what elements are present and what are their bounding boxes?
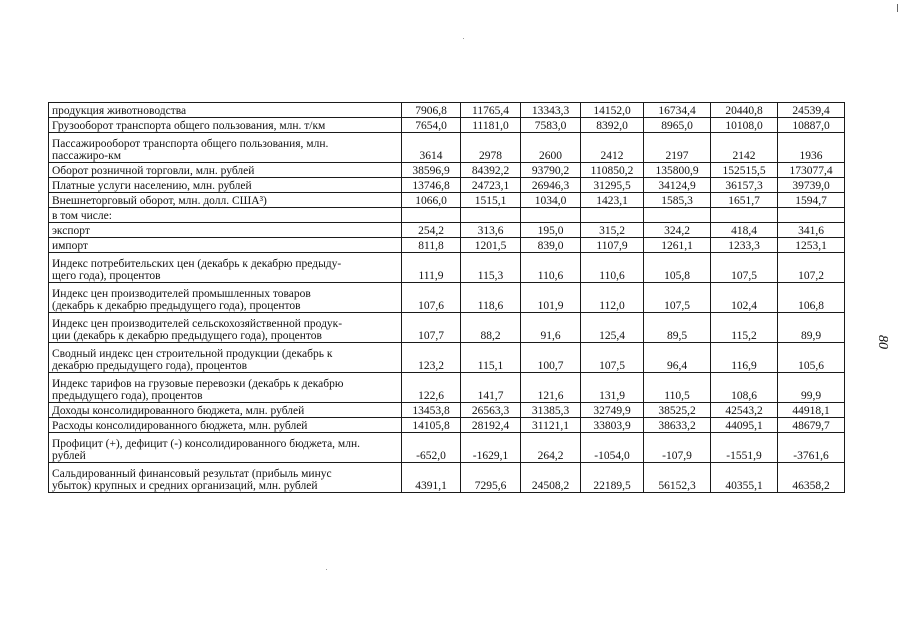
value-cell: 7906,8: [402, 103, 461, 118]
value-cell: 11765,4: [461, 103, 521, 118]
row-label-line: Индекс потребительских цен (декабрь к декабрю предыду-: [52, 258, 342, 270]
value-cell: 118,6: [461, 283, 521, 313]
table-row: [49, 208, 845, 223]
value-cell: 1066,0: [402, 193, 461, 208]
value-cell: 1233,3: [711, 238, 778, 253]
value-cell: 44918,1: [778, 403, 845, 418]
value-cell: [461, 208, 521, 223]
value-cell: 38633,2: [644, 418, 711, 433]
row-label: [49, 133, 402, 163]
row-label-line: пассажиро-км: [52, 150, 122, 162]
value-cell: 110,5: [644, 373, 711, 403]
row-label: [49, 313, 402, 343]
table-row: [49, 103, 845, 118]
value-cell: 115,2: [711, 313, 778, 343]
value-cell: 24539,4: [778, 103, 845, 118]
table-body: [49, 103, 845, 493]
value-cell: 811,8: [402, 238, 461, 253]
value-cell: 105,6: [778, 343, 845, 373]
value-cell: 131,9: [581, 373, 644, 403]
value-cell: 46358,2: [778, 463, 845, 493]
value-cell: 123,2: [402, 343, 461, 373]
value-cell: -107,9: [644, 433, 711, 463]
value-cell: 152515,5: [711, 163, 778, 178]
value-cell: 110,6: [581, 253, 644, 283]
value-cell: [778, 208, 845, 223]
value-cell: -3761,6: [778, 433, 845, 463]
value-cell: 1515,1: [461, 193, 521, 208]
value-cell: 89,9: [778, 313, 845, 343]
table-row: [49, 283, 845, 313]
table-row: [49, 178, 845, 193]
value-cell: 14152,0: [581, 103, 644, 118]
row-label: [49, 343, 402, 373]
value-cell: 26946,3: [521, 178, 581, 193]
row-label-line: ции (декабрь к декабрю предыдущего года), процентов: [52, 330, 322, 342]
row-label-line: рублей: [52, 450, 86, 462]
value-cell: 418,4: [711, 223, 778, 238]
row-label: [49, 118, 402, 133]
value-cell: 14105,8: [402, 418, 461, 433]
row-label: [49, 463, 402, 493]
value-cell: 2600: [521, 133, 581, 163]
value-cell: 96,4: [644, 343, 711, 373]
value-cell: 313,6: [461, 223, 521, 238]
value-cell: -652,0: [402, 433, 461, 463]
value-cell: 13453,8: [402, 403, 461, 418]
value-cell: 135800,9: [644, 163, 711, 178]
table-row: [49, 118, 845, 133]
row-label-line: Профицит (+), дефицит (-) консолидированного бюджета, млн.: [52, 438, 360, 450]
value-cell: -1551,9: [711, 433, 778, 463]
value-cell: 102,4: [711, 283, 778, 313]
row-label-line: Индекс тарифов на грузовые перевозки (декабрь к декабрю: [52, 378, 344, 390]
value-cell: 2978: [461, 133, 521, 163]
value-cell: 10887,0: [778, 118, 845, 133]
value-cell: 112,0: [581, 283, 644, 313]
value-cell: 88,2: [461, 313, 521, 343]
value-cell: 89,5: [644, 313, 711, 343]
value-cell: 31385,3: [521, 403, 581, 418]
row-label: [49, 238, 402, 253]
value-cell: 110850,2: [581, 163, 644, 178]
value-cell: 22189,5: [581, 463, 644, 493]
table-row: [49, 253, 845, 283]
value-cell: 107,6: [402, 283, 461, 313]
value-cell: 36157,3: [711, 178, 778, 193]
row-label: [49, 208, 402, 223]
scan-speck: [463, 38, 464, 39]
value-cell: 4391,1: [402, 463, 461, 493]
value-cell: 34124,9: [644, 178, 711, 193]
value-cell: [521, 208, 581, 223]
value-cell: 195,0: [521, 223, 581, 238]
value-cell: 115,1: [461, 343, 521, 373]
value-cell: 1253,1: [778, 238, 845, 253]
value-cell: 108,6: [711, 373, 778, 403]
table-row: [49, 343, 845, 373]
value-cell: 1585,3: [644, 193, 711, 208]
value-cell: -1054,0: [581, 433, 644, 463]
row-label-line: Расходы консолидированного бюджета, млн. рублей: [52, 420, 308, 432]
value-cell: 110,6: [521, 253, 581, 283]
value-cell: 121,6: [521, 373, 581, 403]
table-row: [49, 418, 845, 433]
value-cell: 122,6: [402, 373, 461, 403]
value-cell: 101,9: [521, 283, 581, 313]
value-cell: 24508,2: [521, 463, 581, 493]
value-cell: 107,5: [644, 283, 711, 313]
value-cell: 341,6: [778, 223, 845, 238]
value-cell: 111,9: [402, 253, 461, 283]
value-cell: 24723,1: [461, 178, 521, 193]
value-cell: 1651,7: [711, 193, 778, 208]
row-label-line: Грузооборот транспорта общего пользования, млн. т/км: [52, 120, 326, 132]
value-cell: 16734,4: [644, 103, 711, 118]
table-row: [49, 223, 845, 238]
row-label-line: Внешнеторговый оборот, млн. долл. США³): [52, 195, 267, 207]
value-cell: [711, 208, 778, 223]
row-label: [49, 103, 402, 118]
value-cell: 254,2: [402, 223, 461, 238]
value-cell: 38525,2: [644, 403, 711, 418]
table-row: [49, 193, 845, 208]
row-label-line: Индекс цен производителей сельскохозяйственной продук-: [52, 318, 343, 330]
row-label-line: в том числе:: [52, 210, 112, 222]
value-cell: 48679,7: [778, 418, 845, 433]
row-label-line: Сальдированный финансовый результат (прибыль минус: [52, 468, 332, 480]
value-cell: 173077,4: [778, 163, 845, 178]
row-label-line: предыдущего года), процентов: [52, 390, 203, 402]
value-cell: 107,5: [581, 343, 644, 373]
value-cell: [402, 208, 461, 223]
value-cell: 31121,1: [521, 418, 581, 433]
table-row: [49, 433, 845, 463]
value-cell: 8965,0: [644, 118, 711, 133]
value-cell: 20440,8: [711, 103, 778, 118]
table-row: [49, 133, 845, 163]
value-cell: 13746,8: [402, 178, 461, 193]
value-cell: 2197: [644, 133, 711, 163]
value-cell: 7654,0: [402, 118, 461, 133]
value-cell: 84392,2: [461, 163, 521, 178]
table-row: [49, 373, 845, 403]
row-label: [49, 283, 402, 313]
row-label: [49, 418, 402, 433]
row-label: [49, 193, 402, 208]
scan-speck: [326, 569, 327, 570]
value-cell: 99,9: [778, 373, 845, 403]
value-cell: 38596,9: [402, 163, 461, 178]
table-row: [49, 403, 845, 418]
value-cell: 11181,0: [461, 118, 521, 133]
value-cell: 56152,3: [644, 463, 711, 493]
value-cell: 1423,1: [581, 193, 644, 208]
value-cell: 26563,3: [461, 403, 521, 418]
value-cell: 107,2: [778, 253, 845, 283]
value-cell: [581, 208, 644, 223]
value-cell: 100,7: [521, 343, 581, 373]
value-cell: 2412: [581, 133, 644, 163]
row-label-line: импорт: [52, 240, 88, 252]
value-cell: 106,8: [778, 283, 845, 313]
row-label-line: экспорт: [52, 225, 90, 237]
row-label: [49, 373, 402, 403]
row-label-line: декабрю предыдущего года), процентов: [52, 360, 248, 372]
value-cell: 42543,2: [711, 403, 778, 418]
value-cell: 3614: [402, 133, 461, 163]
scan-edge-mark: [897, 4, 898, 12]
value-cell: 115,3: [461, 253, 521, 283]
table-row: [49, 463, 845, 493]
row-label-line: (декабрь к декабрю предыдущего года), процентов: [52, 300, 301, 312]
value-cell: 1936: [778, 133, 845, 163]
value-cell: 141,7: [461, 373, 521, 403]
value-cell: 839,0: [521, 238, 581, 253]
value-cell: 116,9: [711, 343, 778, 373]
row-label-line: Индекс цен производителей промышленных товаров: [52, 288, 311, 300]
row-label-line: Сводный индекс цен строительной продукции (декабрь к: [52, 348, 333, 360]
value-cell: 40355,1: [711, 463, 778, 493]
page-number: 80: [875, 335, 890, 349]
value-cell: 44095,1: [711, 418, 778, 433]
value-cell: -1629,1: [461, 433, 521, 463]
value-cell: 39739,0: [778, 178, 845, 193]
row-label-line: убыток) крупных и средних организаций, млн. рублей: [52, 480, 318, 492]
value-cell: 2142: [711, 133, 778, 163]
value-cell: 107,5: [711, 253, 778, 283]
row-label-line: Платные услуги населению, млн. рублей: [52, 180, 252, 192]
value-cell: 33803,9: [581, 418, 644, 433]
row-label-line: Пассажирооборот транспорта общего пользования, млн.: [52, 138, 329, 150]
value-cell: 91,6: [521, 313, 581, 343]
value-cell: 31295,5: [581, 178, 644, 193]
value-cell: [644, 208, 711, 223]
row-label-line: продукция животноводства: [52, 105, 187, 117]
value-cell: 1261,1: [644, 238, 711, 253]
value-cell: 32749,9: [581, 403, 644, 418]
value-cell: 264,2: [521, 433, 581, 463]
row-label-line: щего года), процентов: [52, 270, 161, 282]
row-label: [49, 178, 402, 193]
table-row: [49, 163, 845, 178]
value-cell: 1034,0: [521, 193, 581, 208]
value-cell: 1201,5: [461, 238, 521, 253]
row-label: [49, 433, 402, 463]
row-label: [49, 223, 402, 238]
statistics-table: [48, 102, 845, 493]
table-row: [49, 238, 845, 253]
value-cell: 1107,9: [581, 238, 644, 253]
value-cell: 315,2: [581, 223, 644, 238]
value-cell: 324,2: [644, 223, 711, 238]
value-cell: 28192,4: [461, 418, 521, 433]
value-cell: 1594,7: [778, 193, 845, 208]
table-row: [49, 313, 845, 343]
value-cell: 8392,0: [581, 118, 644, 133]
value-cell: 125,4: [581, 313, 644, 343]
row-label: [49, 253, 402, 283]
row-label: [49, 403, 402, 418]
value-cell: 13343,3: [521, 103, 581, 118]
row-label-line: Доходы консолидированного бюджета, млн. рублей: [52, 405, 305, 417]
value-cell: 105,8: [644, 253, 711, 283]
value-cell: 10108,0: [711, 118, 778, 133]
value-cell: 7295,6: [461, 463, 521, 493]
row-label: [49, 163, 402, 178]
value-cell: 7583,0: [521, 118, 581, 133]
value-cell: 107,7: [402, 313, 461, 343]
value-cell: 93790,2: [521, 163, 581, 178]
row-label-line: Оборот розничной торговли, млн. рублей: [52, 165, 255, 177]
